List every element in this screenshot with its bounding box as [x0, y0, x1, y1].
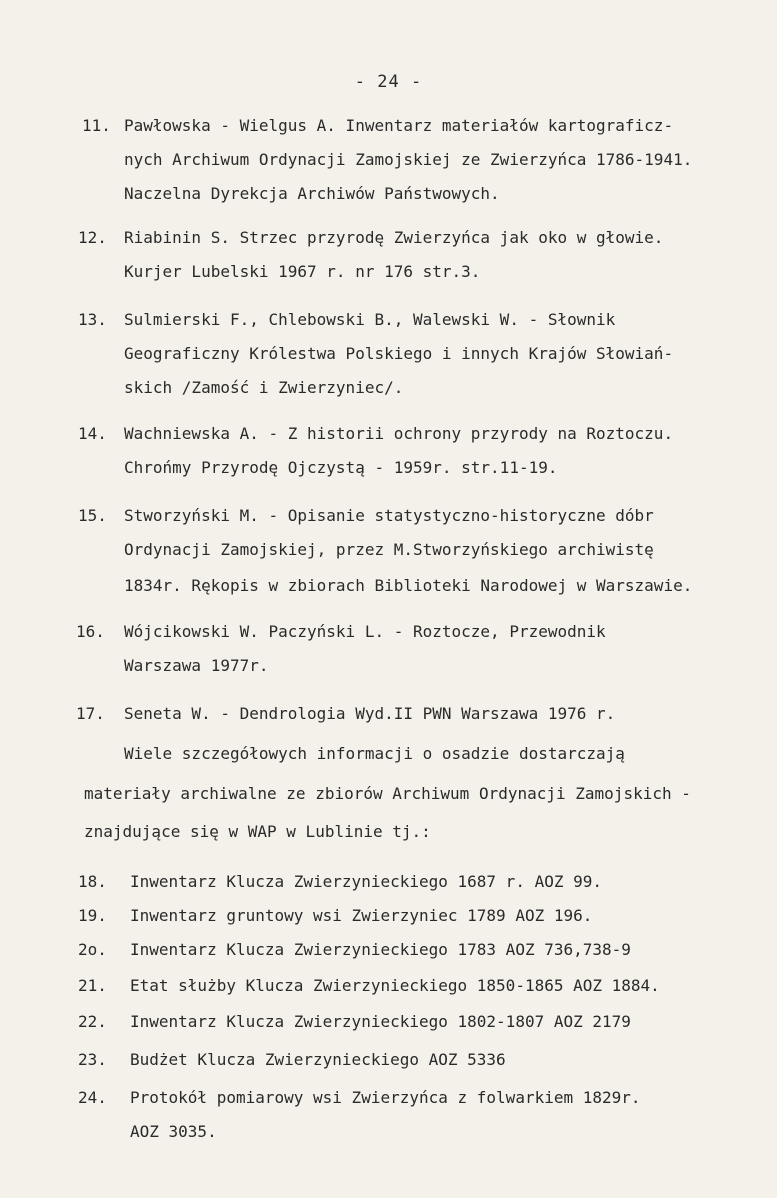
list-item-text: Inwentarz gruntowy wsi Zwierzyniec 1789 AOZ 196. [130, 906, 593, 925]
list-item-number: 23. [78, 1050, 107, 1069]
entry-line: Chrońmy Przyrodę Ojczystą - 1959r. str.11-19. [124, 458, 558, 477]
entry-line: nych Archiwum Ordynacji Zamojskiej ze Zwierzyńca 1786-1941. [124, 150, 693, 169]
list-item-number: 22. [78, 1012, 107, 1031]
list-item-number: 18. [78, 872, 107, 891]
list-item-continuation: AOZ 3035. [130, 1122, 217, 1141]
entry-line: Wójcikowski W. Paczyński L. - Roztocze, Przewodnik [124, 622, 606, 641]
entry-line: Stworzyński M. - Opisanie statystyczno-historyczne dóbr [124, 506, 654, 525]
entry-line: Riabinin S. Strzec przyrodę Zwierzyńca jak oko w głowie. [124, 228, 664, 247]
paragraph-line: Wiele szczegółowych informacji o osadzie dostarczają [124, 744, 625, 763]
entry-line: Kurjer Lubelski 1967 r. nr 176 str.3. [124, 262, 481, 281]
list-item-number: 24. [78, 1088, 107, 1107]
entry-line: Naczelna Dyrekcja Archiwów Państwowych. [124, 184, 500, 203]
entry-line: 1834r. Rękopis w zbiorach Biblioteki Narodowej w Warszawie. [124, 576, 693, 595]
entry-number: 17. [76, 704, 105, 723]
entry-number: 11. [82, 116, 111, 135]
entry-number: 15. [78, 506, 107, 525]
entry-line: Ordynacji Zamojskiej, przez M.Stworzyńskiego archiwistę [124, 540, 654, 559]
list-item-text: Inwentarz Klucza Zwierzynieckiego 1783 AOZ 736,738-9 [130, 940, 631, 959]
list-item-text: Inwentarz Klucza Zwierzynieckiego 1687 r. AOZ 99. [130, 872, 603, 891]
list-item-number: 19. [78, 906, 107, 925]
list-item-text: Budżet Klucza Zwierzynieckiego AOZ 5336 [130, 1050, 506, 1069]
page-number: - 24 - [354, 72, 423, 92]
entry-line: skich /Zamość i Zwierzyniec/. [124, 378, 404, 397]
entry-line: Sulmierski F., Chlebowski B., Walewski W. - Słownik [124, 310, 616, 329]
entry-line: Seneta W. - Dendrologia Wyd.II PWN Warszawa 1976 r. [124, 704, 616, 723]
entry-number: 13. [78, 310, 107, 329]
entry-line: Pawłowska - Wielgus A. Inwentarz materiałów kartograficz- [124, 116, 674, 135]
list-item-text: Protokół pomiarowy wsi Zwierzyńca z folwarkiem 1829r. [130, 1088, 641, 1107]
entry-number: 14. [78, 424, 107, 443]
entry-number: 16. [76, 622, 105, 641]
list-item-number: 2o. [78, 940, 107, 959]
list-item-text: Inwentarz Klucza Zwierzynieckiego 1802-1807 AOZ 2179 [130, 1012, 631, 1031]
entry-line: Wachniewska A. - Z historii ochrony przyrody na Roztoczu. [124, 424, 674, 443]
entry-number: 12. [78, 228, 107, 247]
list-item-text: Etat służby Klucza Zwierzynieckiego 1850-1865 AOZ 1884. [130, 976, 660, 995]
paragraph-line: znajdujące się w WAP w Lublinie tj.: [84, 822, 431, 841]
entry-line: Warszawa 1977r. [124, 656, 269, 675]
list-item-number: 21. [78, 976, 107, 995]
entry-line: Geograficzny Królestwa Polskiego i innych Krajów Słowiań- [124, 344, 674, 363]
paragraph-line: materiały archiwalne ze zbiorów Archiwum Ordynacji Zamojskich - [84, 784, 691, 803]
